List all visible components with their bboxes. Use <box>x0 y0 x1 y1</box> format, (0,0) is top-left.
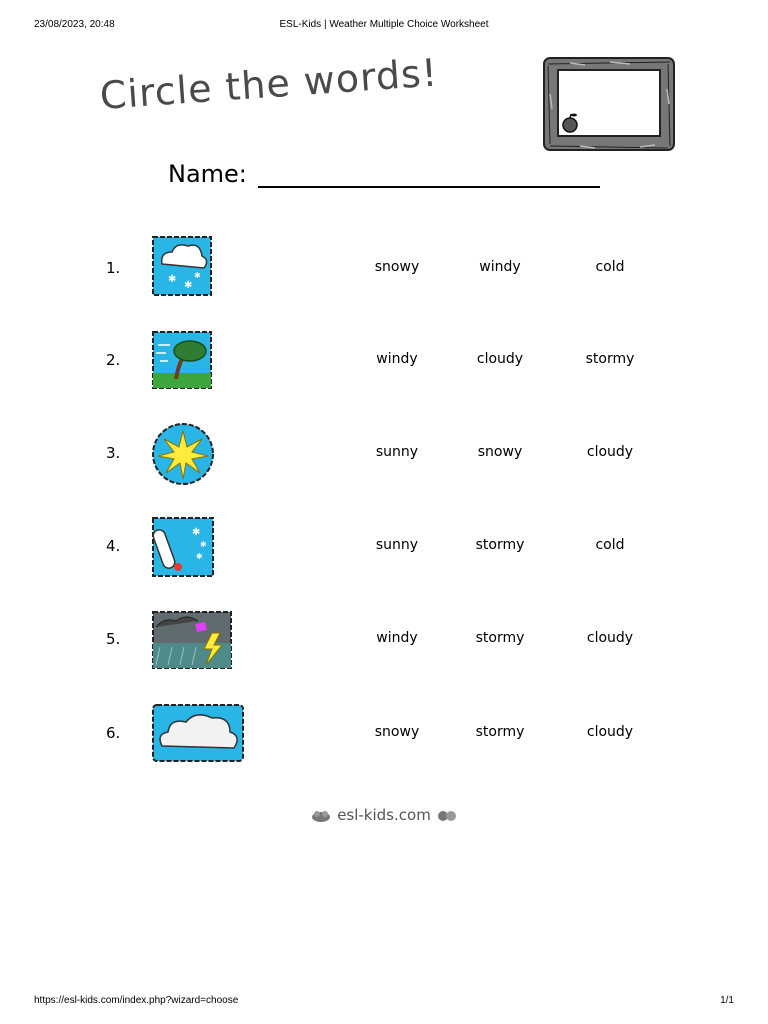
svg-text:✱: ✱ <box>192 527 201 538</box>
snowy-cloud-icon <box>150 234 214 298</box>
list-item <box>0 700 768 770</box>
choice-word[interactable]: sunny <box>375 444 419 460</box>
print-page-title: ESL-Kids | Weather Multiple Choice Worksheet <box>279 19 489 30</box>
choice-word[interactable]: windy <box>376 351 418 367</box>
choice-word[interactable]: cold <box>595 537 625 553</box>
list-item <box>0 232 768 302</box>
choice-word[interactable]: stormy <box>475 630 525 646</box>
svg-text:✱: ✱ <box>168 274 177 285</box>
svg-text:✱: ✱ <box>194 271 201 280</box>
choice-word[interactable]: sunny <box>375 537 419 553</box>
list-item <box>0 606 768 676</box>
choice-word[interactable]: cloudy <box>586 724 634 740</box>
choice-word[interactable]: cold <box>595 259 625 275</box>
chalkboard-frame-icon <box>540 54 678 154</box>
storm-lightning-icon <box>150 609 234 671</box>
choice-word[interactable]: cloudy <box>586 630 634 646</box>
print-date: 23/08/2023, 20:48 <box>34 19 115 30</box>
list-item <box>0 326 768 396</box>
choice-word[interactable]: cloudy <box>476 351 524 367</box>
thermometer-icon <box>150 515 216 579</box>
item-number: 6. <box>106 724 121 742</box>
item-number: 5. <box>106 630 121 648</box>
choice-word[interactable]: snowy <box>374 724 420 740</box>
name-label: Name: <box>168 160 247 188</box>
choice-word[interactable]: stormy <box>475 724 525 740</box>
kids-logo-icon <box>437 809 457 823</box>
print-url: https://esl-kids.com/index.php?wizard=choose <box>34 995 239 1006</box>
choice-word[interactable]: windy <box>479 259 521 275</box>
list-item <box>0 512 768 582</box>
choice-word[interactable]: snowy <box>477 444 523 460</box>
worksheet-title: Circle the words! <box>98 50 440 118</box>
item-number: 4. <box>106 537 121 555</box>
sun-icon <box>150 421 216 487</box>
svg-text:✱: ✱ <box>184 280 193 291</box>
choice-word[interactable]: stormy <box>475 537 525 553</box>
choice-word[interactable]: windy <box>376 630 418 646</box>
cloud-icon <box>150 702 246 764</box>
svg-text:✱: ✱ <box>200 540 207 549</box>
page-count: 1/1 <box>720 995 734 1006</box>
item-number: 2. <box>106 351 121 369</box>
choice-word[interactable]: cloudy <box>586 444 634 460</box>
windy-tree-icon <box>150 329 214 391</box>
choice-word[interactable]: snowy <box>374 259 420 275</box>
kids-logo-icon <box>311 809 331 823</box>
item-number: 1. <box>106 259 121 277</box>
brand-footer <box>0 806 768 824</box>
choice-word[interactable]: stormy <box>585 351 635 367</box>
item-number: 3. <box>106 444 121 462</box>
brand-name: esl-kids.com <box>337 806 431 824</box>
name-field[interactable] <box>258 186 600 188</box>
list-item <box>0 418 768 488</box>
svg-text:✱: ✱ <box>196 552 203 561</box>
